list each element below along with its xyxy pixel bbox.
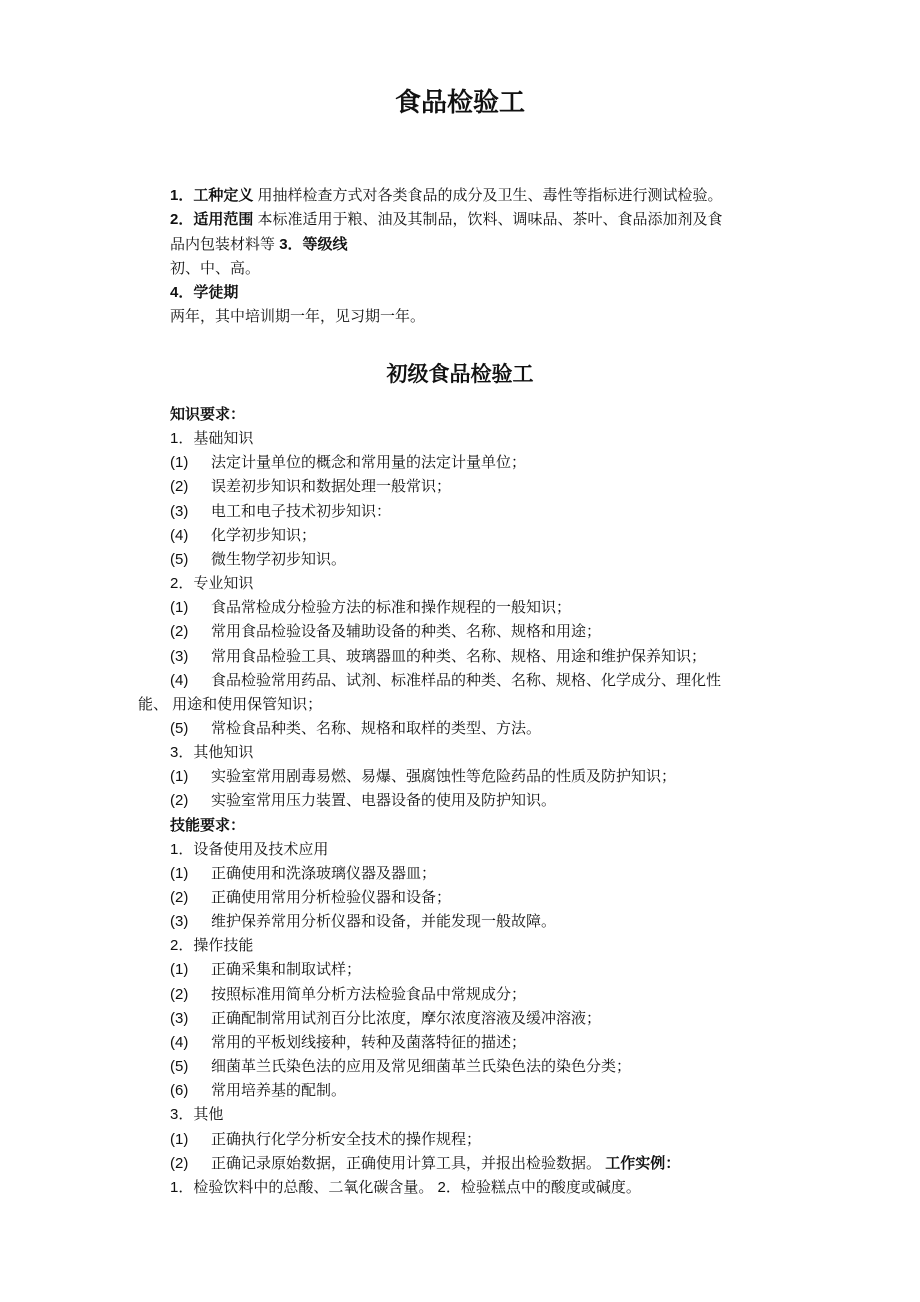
item-number: (3) bbox=[170, 502, 189, 520]
apprentice-text: 两年，其中培训期一年，见习期一年。 bbox=[170, 308, 426, 325]
item-number: (1) bbox=[170, 961, 189, 979]
item-number: (4) bbox=[170, 1033, 189, 1051]
item-text: 法定计量单位的概念和常用量的法定计量单位； bbox=[211, 454, 527, 472]
item-text: 微生物学初步知识。 bbox=[211, 550, 347, 568]
item-number: (2) bbox=[170, 889, 189, 906]
item-number: (2) bbox=[170, 985, 189, 1003]
item-text: 细菌革兰氏染色法的应用及常见细菌革兰氏染色法的染色分类； bbox=[211, 1058, 632, 1076]
item-number: (3) bbox=[170, 647, 189, 665]
item-text: 常用食品检验工具、玻璃器皿的种类、名称、规格、用途和维护保养知识； bbox=[211, 647, 707, 665]
item-number: (2) bbox=[170, 478, 189, 496]
subsection-heading: 2．专业知识 bbox=[170, 575, 254, 593]
item-text: 常用的平板划线接种，转种及菌落特征的描述； bbox=[211, 1033, 527, 1051]
subsection-heading: 3．其他知识 bbox=[170, 744, 254, 762]
item-number: (5) bbox=[170, 550, 189, 568]
item-text: 化学初步知识； bbox=[211, 526, 317, 544]
item-number: (3) bbox=[170, 1009, 189, 1027]
item-number: (1) bbox=[170, 1130, 189, 1148]
document-title: 食品检验工 bbox=[394, 87, 525, 117]
section-title: 初级食品检验工 bbox=[386, 363, 534, 386]
item-text: 正确执行化学分析安全技术的操作规程； bbox=[211, 1130, 482, 1148]
item-text: 电工和电子技术初步知识： bbox=[211, 502, 392, 520]
item-text: 正确使用常用分析检验仪器和设备； bbox=[211, 889, 452, 906]
definition-line: 1．工种定义 用抽样检查方式对各类食品的成分及卫生、毒性等指标进行测试检验。 bbox=[170, 187, 723, 204]
item-number: (4) bbox=[170, 526, 189, 544]
scope-line-cont: 品内包装材料等 3．等级线 bbox=[170, 236, 348, 253]
item-number: (2) bbox=[170, 623, 189, 641]
item-text: 正确使用和洗涤玻璃仪器及器皿； bbox=[211, 864, 437, 882]
item-number: (1) bbox=[170, 864, 189, 882]
item-text: 常用培养基的配制。 bbox=[211, 1082, 347, 1100]
item-text: 正确记录原始数据，正确使用计算工具，并报出检验数据。 工作实例： bbox=[211, 1154, 681, 1172]
item-text: 常用食品检验设备及辅助设备的种类、名称、规格和用途； bbox=[211, 623, 602, 641]
subsection-heading: 2．操作技能 bbox=[170, 937, 254, 955]
item-text: 食品常检成分检验方法的标准和操作规程的一般知识； bbox=[211, 599, 572, 617]
subsection-heading: 3．其他 bbox=[170, 1106, 224, 1124]
item-text: 正确采集和制取试样； bbox=[211, 961, 362, 979]
item-number: (4) bbox=[170, 671, 189, 689]
item-number: (1) bbox=[170, 599, 189, 617]
apprentice-label: 4．学徒期 bbox=[170, 284, 239, 301]
item-text: 食品检验常用药品、试剂、标准样品的种类、名称、规格、化学成分、理化性 bbox=[211, 671, 722, 689]
knowledge-heading: 知识要求： bbox=[170, 406, 246, 423]
item-number: (5) bbox=[170, 719, 189, 737]
skills-heading: 技能要求： bbox=[170, 816, 246, 834]
item-text: 误差初步知识和数据处理一般常识； bbox=[211, 478, 452, 496]
item-number: (2) bbox=[170, 1154, 189, 1172]
item-text: 维护保养常用分析仪器和设备，并能发现一般故障。 bbox=[211, 913, 557, 931]
item-text: 常检食品种类、名称、规格和取样的类型、方法。 bbox=[211, 719, 542, 737]
item-text: 正确配制常用试剂百分比浓度，摩尔浓度溶液及缓冲溶液； bbox=[211, 1009, 602, 1027]
item-text: 实验室常用剧毒易燃、易爆、强腐蚀性等危险药品的性质及防护知识； bbox=[211, 768, 677, 786]
item-number: (5) bbox=[170, 1058, 189, 1076]
subsection-heading: 1．基础知识 bbox=[170, 430, 254, 448]
item-number: (1) bbox=[170, 768, 189, 786]
item-number: (3) bbox=[170, 913, 189, 931]
level-text: 初、中、高。 bbox=[170, 260, 261, 277]
examples-text: 1．检验饮料中的总酸、二氧化碳含量。 2．检验糕点中的酸度或碱度。 bbox=[170, 1178, 641, 1196]
list-item-continuation: 能、 用途和使用保管知识； bbox=[138, 695, 323, 713]
item-text: 按照标准用简单分析方法检验食品中常规成分； bbox=[211, 985, 527, 1003]
item-text: 实验室常用压力装置、电器设备的使用及防护知识。 bbox=[211, 792, 557, 810]
examples-label: 工作实例： bbox=[605, 1154, 681, 1172]
item-number: (2) bbox=[170, 792, 189, 810]
subsection-heading: 1．设备使用及技术应用 bbox=[170, 840, 329, 858]
scope-line: 2．适用范围 本标准适用于粮、油及其制品，饮料、调味品、茶叶、食品添加剂及食 bbox=[170, 211, 723, 228]
item-number: (6) bbox=[170, 1082, 189, 1100]
item-number: (1) bbox=[170, 454, 189, 472]
